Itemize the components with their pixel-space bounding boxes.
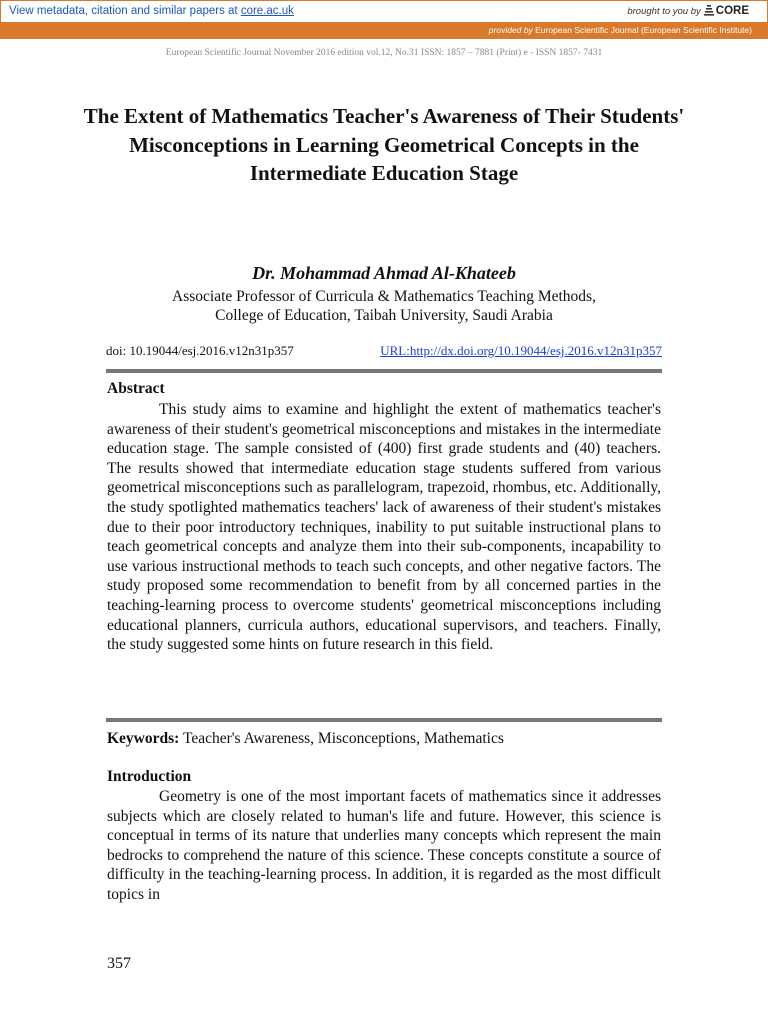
abstract-body: This study aims to examine and highlight the extent of mathematics teacher's awareness of their student's geometrical misconceptions and mistakes in the intermediate education stage. The sample consisted of (400) first grade students and (40) teachers. The results showed that intermediate education stage students suffered from various geometrical misconceptions such as parallelogram, trapezoid, rhombus, etc. Additionally, the study spotlighted mathematics teachers' lack of awareness of their student's mistakes due to their poor introductory techniques, inability to put suitable instructional plans to teach geometrical concepts and analyze them into their sub-components, incapability to use various instructional methods to teach such concepts, and other negative factors. The study proposed some recommendation to benefit from by all concerned parties in the teaching-learning process to overcome students' geometrical misconceptions including educational planners, curricula authors, educational supervisors, and teachers. Finally, the study suggested some hints on future research in this field. bbox=[107, 401, 661, 654]
core-link[interactable]: core.ac.uk bbox=[240, 5, 294, 17]
keywords-label: Keywords: bbox=[107, 730, 180, 747]
page-number: 357 bbox=[107, 955, 131, 972]
keywords-line bbox=[107, 730, 504, 748]
doi-line bbox=[106, 343, 662, 359]
core-metadata-text: View metadata, citation and similar papers at bbox=[9, 5, 241, 17]
doi-text: doi: 10.19044/esj.2016.v12n31p357 bbox=[106, 343, 294, 358]
author-affiliation bbox=[0, 287, 768, 325]
provided-by-line bbox=[489, 25, 752, 35]
core-logo[interactable] bbox=[704, 5, 749, 17]
core-provided-bar bbox=[0, 23, 768, 39]
paper-title: The Extent of Mathematics Teacher's Awareness of Their Students' Misconceptions in Learning Geometrical Concepts in the Intermediate Education Stage bbox=[83, 104, 685, 185]
core-logo-icon bbox=[704, 5, 714, 17]
provided-prefix: provided by bbox=[488, 25, 533, 35]
core-brand bbox=[627, 5, 749, 17]
brought-to-you-text: brought to you by bbox=[627, 5, 701, 17]
abstract-heading: Abstract bbox=[107, 380, 165, 397]
journal-header: European Scientific Journal November 2016 edition vol.12, No.31 ISSN: 1857 – 7881 (Print) e - ISSN 1857- 7431 bbox=[165, 48, 603, 58]
abstract-bottom-rule bbox=[106, 718, 662, 722]
keywords-text: Teacher's Awareness, Misconceptions, Mathematics bbox=[182, 730, 504, 747]
affiliation-line-1: Associate Professor of Curricula & Mathematics Teaching Methods, bbox=[172, 288, 596, 305]
core-banner bbox=[0, 0, 768, 23]
provided-source[interactable]: European Scientific Journal (European Scientific Institute) bbox=[535, 25, 752, 35]
introduction-body: Geometry is one of the most important facets of mathematics since it addresses subjects which are closely related to human's life and future. However, this science is conceptual in terms of its nature that underlies many concepts which represent the main bedrocks to comprehend the nature of this science. These concepts constitute a source of difficulty in the teaching-learning process. In addition, it is regarded as the most difficult topics in bbox=[107, 788, 661, 903]
introduction-heading: Introduction bbox=[107, 768, 192, 785]
core-logo-text: CORE bbox=[715, 5, 749, 17]
doi-url-link[interactable]: URL:http://dx.doi.org/10.19044/esj.2016.v12n31p357 bbox=[380, 343, 662, 358]
abstract-top-rule bbox=[106, 369, 662, 373]
author-name: Dr. Mohammad Ahmad Al-Khateeb bbox=[252, 263, 516, 283]
affiliation-line-2: College of Education, Taibah University, Saudi Arabia bbox=[215, 307, 553, 324]
core-metadata-line bbox=[9, 5, 294, 17]
